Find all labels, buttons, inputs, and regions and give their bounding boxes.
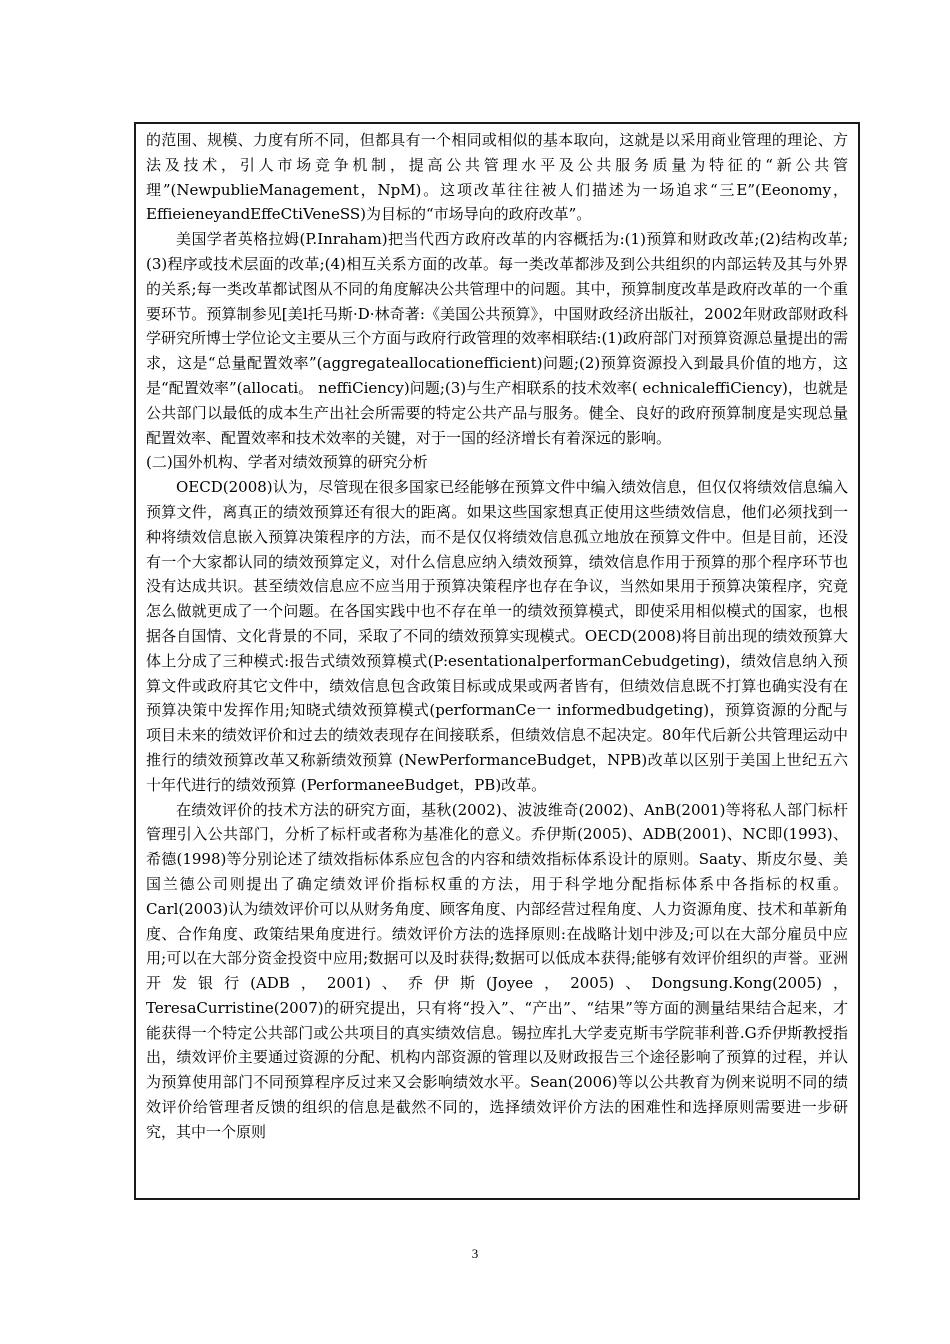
paragraph-ingraham: 美国学者英格拉姆(P.Inraham)把当代西方政府改革的内容概括为:(1)预算和财政改革;(2)结构改革;(3)程序或技术层面的改革;(4)相互关系方面的改革。每一类改革都涉及到公共组织的内部运转及其与外界的关系;每一类改革都试图从不同的角度解决公共管理中的问题。其中，预算制度改革是政府改革的一个重要环节。预算制参见[美l托马斯·D·林奇著:《美国公共预算》，中国财政经济出版社，2002年财政部财政科学研究所博士学位论文主要从三个方面与政府行政管理的效率相联结:(1)政府部门对预算资源总量提出的需求，这是“总量配置效率”(aggregateallocationefficient)问题;(2)预算资源投入到最具价值的地方，这是“配置效率”(allocati。 neffiCiency)问题;(3)与生产相联系的技术效率( echnicaleffiCiency)，也就是公共部门以最低的成本生产出社会所需要的特定公共产品与服务。健全、良好的政府预算制度是实现总量配置效率、配置效率和技术效率的关键，对于一国的经济增长有着深远的影响。 — [146, 230, 848, 447]
page-number: 3 — [471, 1246, 479, 1261]
content-frame — [134, 122, 860, 1200]
paragraph-continuation: 的范围、规模、力度有所不同，但都具有一个相同或相似的基本取向，这就是以采用商业管理的理论、方法及技术，引人市场竞争机制，提高公共管理水平及公共服务质量为特征的“新公共管理”(NewpublieManagement，NpM)。这项改革往往被人们描述为一场追求“三E”(Eeonomy，EffieieneyandEffeCtiVeneSS)为目标的“市场导向的政府改革”。 — [146, 131, 848, 224]
section-heading: (二)国外机构、学者对绩效预算的研究分析 — [146, 453, 428, 472]
paragraph-evaluation-methods: 在绩效评价的技术方法的研究方面，基秋(2002)、波波维奇(2002)、AnB(2001)等将私人部门标杆管理引入公共部门，分析了标杆或者称为基准化的意义。乔伊斯(2005)、ADB(2001)、NC即(1993)、希德(1998)等分别论述了绩效指标体系应包含的内容和绩效指标体系设计的原则。Saaty、斯皮尔曼、美国兰德公司则提出了确定绩效评价指标权重的方法，用于科学地分配指标体系中各指标的权重。Carl(2003)认为绩效评价可以从财务角度、顾客角度、内部经营过程角度、人力资源角度、技术和革新角度、合作角度、政策结果角度进行。绩效评价方法的选择原则:在战略计划中涉及;可以在大部分雇员中应用;可以在大部分资金投资中应用;数据可以及时获得;数据可以低成本获得;能够有效评价组织的声誉。亚洲开发银行(ADB，2001)、乔伊斯(Joyee，2005)、Dongsung.Kong(2005)，TeresaCurristine(2007)的研究提出，只有将“投入”、“产出”、“结果”等方面的测量结果结合起来，才能获得一个特定公共部门或公共项目的真实绩效信息。锡拉库扎大学麦克斯韦学院菲利普.G乔伊斯教授指出，绩效评价主要通过资源的分配、机构内部资源的管理以及财政报告三个途径影响了预算的过程，并认为预算使用部门不同预算程序反过来又会影响绩效水平。Sean(2006)等以公共教育为例来说明不同的绩效评价给管理者反馈的组织的信息是截然不同的，选择绩效评价方法的困难性和选择原则需要进一步研究，其中一个原则 — [146, 800, 848, 1141]
body-text — [146, 128, 848, 1145]
paragraph-oecd: OECD(2008)认为，尽管现在很多国家已经能够在预算文件中编入绩效信息，但仅仅将绩效信息编入预算文件，离真正的绩效预算还有很大的距离。如果这些国家想真正使用这些绩效信息，他们必须找到一种将绩效信息嵌入预算决策程序的方法，而不是仅仅将绩效信息孤立地放在预算文件中。但是目前，还没有一个大家都认同的绩效预算定义，对什么信息应纳入绩效预算，绩效信息作用于预算的那个程序环节也没有达成共识。甚至绩效信息应不应当用于预算决策程序也存在争议，当然如果用于预算决策程序，究竟怎么做就更成了一个问题。在各国实践中也不存在单一的绩效预算模式，即使采用相似模式的国家，也根据各自国情、文化背景的不同，采取了不同的绩效预算实现模式。OECD(2008)将目前出现的绩效预算大体上分成了三种模式:报告式绩效预算模式(P:esentationalperformanCebudgeting)，绩效信息纳入预算文件或政府其它文件中，绩效信息包含政策目标或成果或两者皆有，但绩效信息既不打算也确实没有在预算决策中发挥作用;知晓式绩效预算模式(performanCe一 informedbudgeting)，预算资源的分配与项目未来的绩效评价和过去的绩效表现存在间接联系，但绩效信息不起决定。80年代后新公共管理运动中推行的绩效预算改革又称新绩效预算 (NewPerformanceBudget，NPB)改革以区别于美国上世纪五六十年代进行的绩效预算 (PerformaneeBudget，PB)改革。 — [146, 478, 848, 794]
